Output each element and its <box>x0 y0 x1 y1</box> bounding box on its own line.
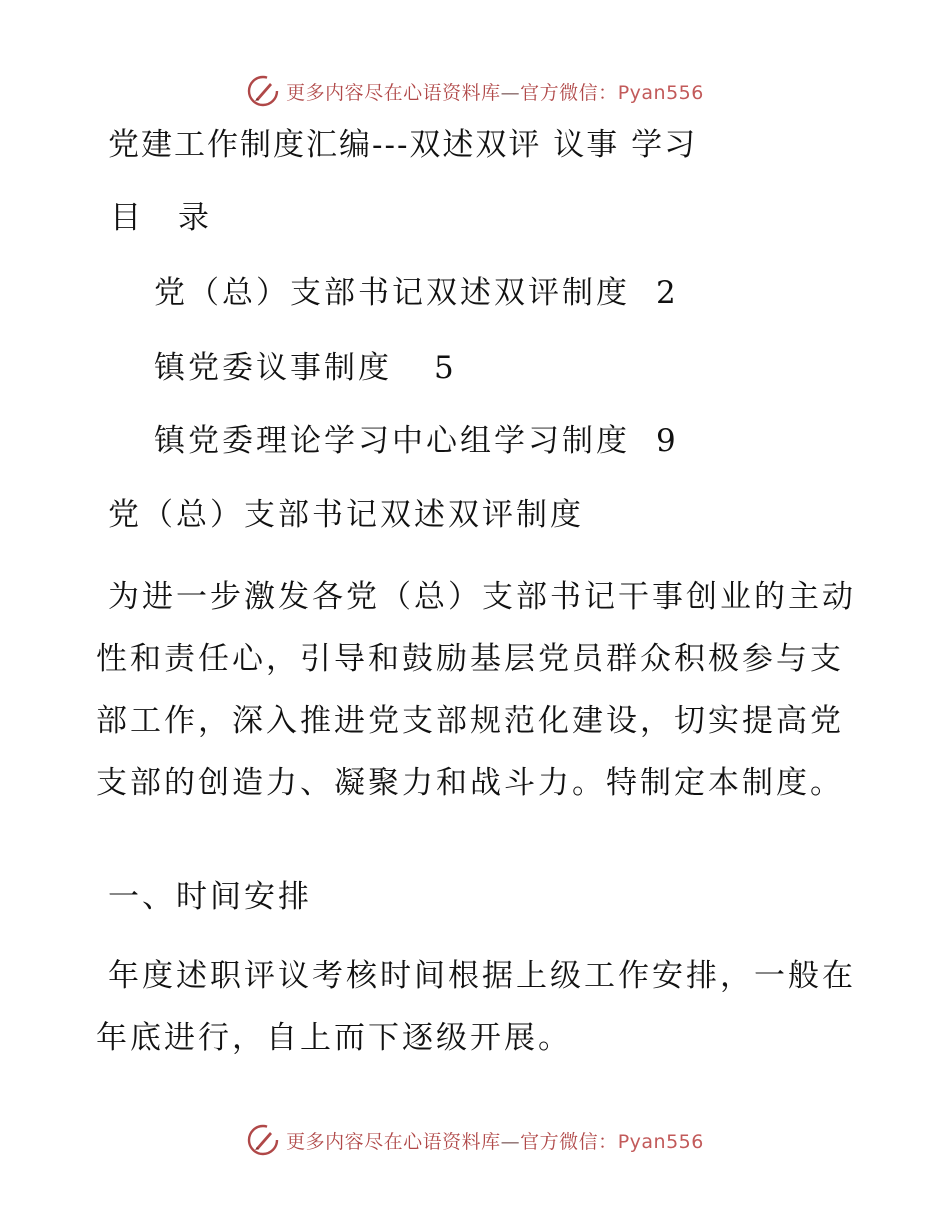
watermark-main-text: 更多内容尽在心语资料库 <box>286 81 501 104</box>
toc-item-page: 2 <box>656 275 679 311</box>
watermark-separator: — <box>500 1130 521 1153</box>
toc-item-label: 镇党委议事制度 <box>154 350 392 386</box>
watermark-text <box>286 78 704 105</box>
footer-watermark <box>0 1120 950 1160</box>
toc-item-label: 镇党委理论学习中心组学习制度 <box>154 423 630 459</box>
document-title: 党建工作制度汇编---双述双评 议事 学习 <box>108 127 698 163</box>
watermark-contact-text: 官方微信： <box>520 81 618 104</box>
toc-item-label: 党（总）支部书记双述双评制度 <box>154 275 630 311</box>
quill-pen-logo-icon <box>246 1123 280 1157</box>
toc-item[interactable] <box>154 273 679 313</box>
intro-paragraph: 为进一步激发各党（总）支部书记干事创业的主动性和责任心，引导和鼓励基层党员群众积极参与支部工作，深入推进党支部规范化建设，切实提高党支部的创造力、凝聚力和战斗力。特制定本制度。 <box>96 579 856 801</box>
toc-item[interactable] <box>154 421 679 461</box>
toc-item[interactable] <box>154 348 457 388</box>
watermark-contact-text: 官方微信： <box>520 1130 618 1153</box>
watermark-brand: Pyan556 <box>617 1130 704 1153</box>
watermark-brand: Pyan556 <box>617 81 704 104</box>
quill-pen-logo-icon <box>246 74 280 108</box>
heading-time-arrangement: 一、时间安排 <box>108 879 312 915</box>
toc-item-page: 9 <box>656 423 679 459</box>
body-paragraph: 年度述职评议考核时间根据上级工作安排，一般在年底进行，自上而下逐级开展。 <box>96 958 856 1056</box>
section-title: 党（总）支部书记双述双评制度 <box>108 497 584 533</box>
toc-item-page: 5 <box>434 350 457 386</box>
toc-heading: 目 录 <box>110 200 212 236</box>
watermark-separator: — <box>500 81 521 104</box>
header-watermark <box>0 71 950 111</box>
watermark-text <box>286 1127 704 1154</box>
watermark-main-text: 更多内容尽在心语资料库 <box>286 1130 501 1153</box>
